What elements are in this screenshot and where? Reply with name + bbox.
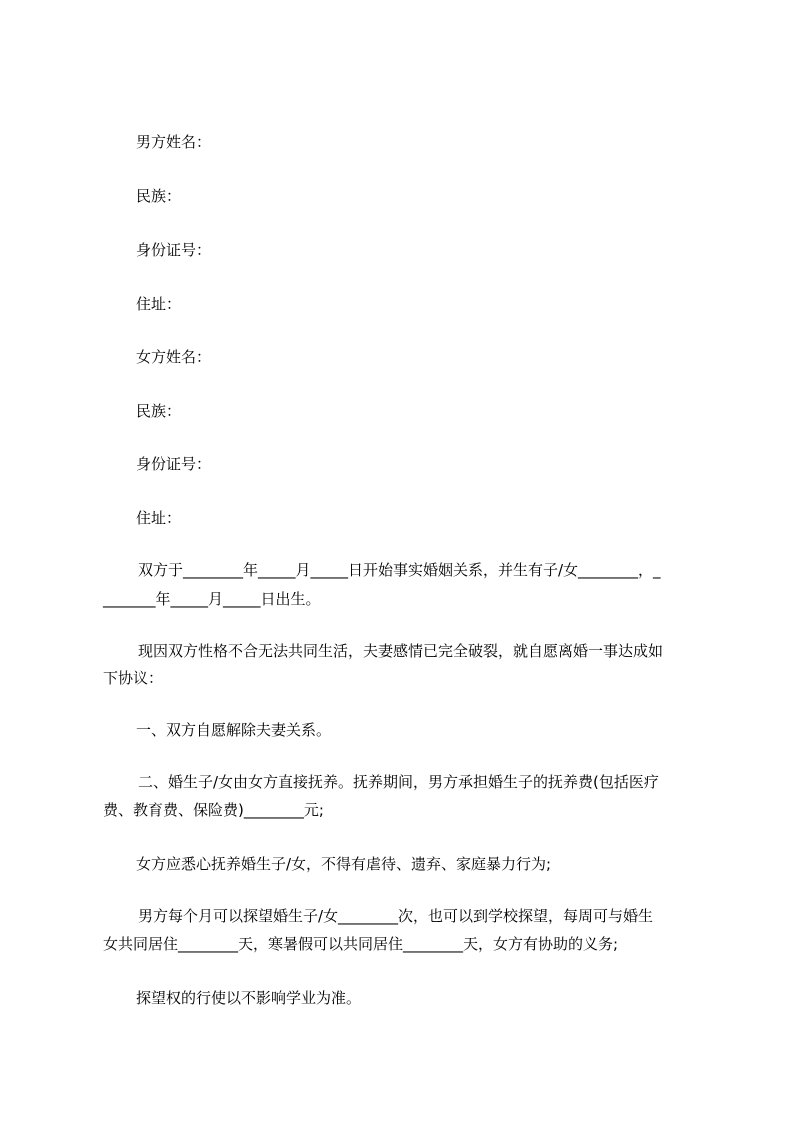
custody-duty-paragraph: 女方应悉心抚养婚生子/女，不得有虐待、遗弃、家庭暴力行为; — [136, 855, 552, 873]
visitation-paragraph-line-2: 女共同居住________天，寒暑假可以共同居住________天，女方有协助的义务; — [103, 935, 619, 953]
agreement-intro-line-1: 现因双方性格不合无法共同生活，夫妻感情已完全破裂，就自愿离婚一事达成如 — [138, 642, 664, 660]
marriage-paragraph-line-1: 双方于________年_____月_____日开始事实婚姻关系，并生有子/女________，_ — [138, 561, 661, 579]
female-id-number-label: 身份证号： — [136, 455, 212, 473]
clause-two-line-1: 二、婚生子/女由女方直接抚养。抚养期间，男方承担婚生子的抚养费(包括医疗 — [138, 773, 659, 791]
clause-two-line-2: 费、教育费、保险费)________元; — [103, 801, 324, 819]
agreement-intro-line-2: 下协议： — [103, 669, 164, 687]
male-name-label: 男方姓名： — [136, 133, 212, 151]
marriage-paragraph-line-2: _______年_____月_____日出生。 — [103, 590, 321, 608]
female-ethnicity-label: 民族： — [136, 402, 182, 420]
clause-one: 一、双方自愿解除夫妻关系。 — [136, 721, 332, 739]
female-name-label: 女方姓名： — [136, 348, 212, 366]
visitation-paragraph-line-1: 男方每个月可以探望婚生子/女________次，也可以到学校探望，每周可与婚生 — [138, 907, 654, 925]
visitation-limit-paragraph: 探望权的行使以不影响学业为准。 — [136, 989, 362, 1007]
male-id-number-label: 身份证号： — [136, 241, 212, 259]
female-address-label: 住址： — [136, 509, 182, 527]
male-address-label: 住址： — [136, 295, 182, 313]
male-ethnicity-label: 民族： — [136, 187, 182, 205]
